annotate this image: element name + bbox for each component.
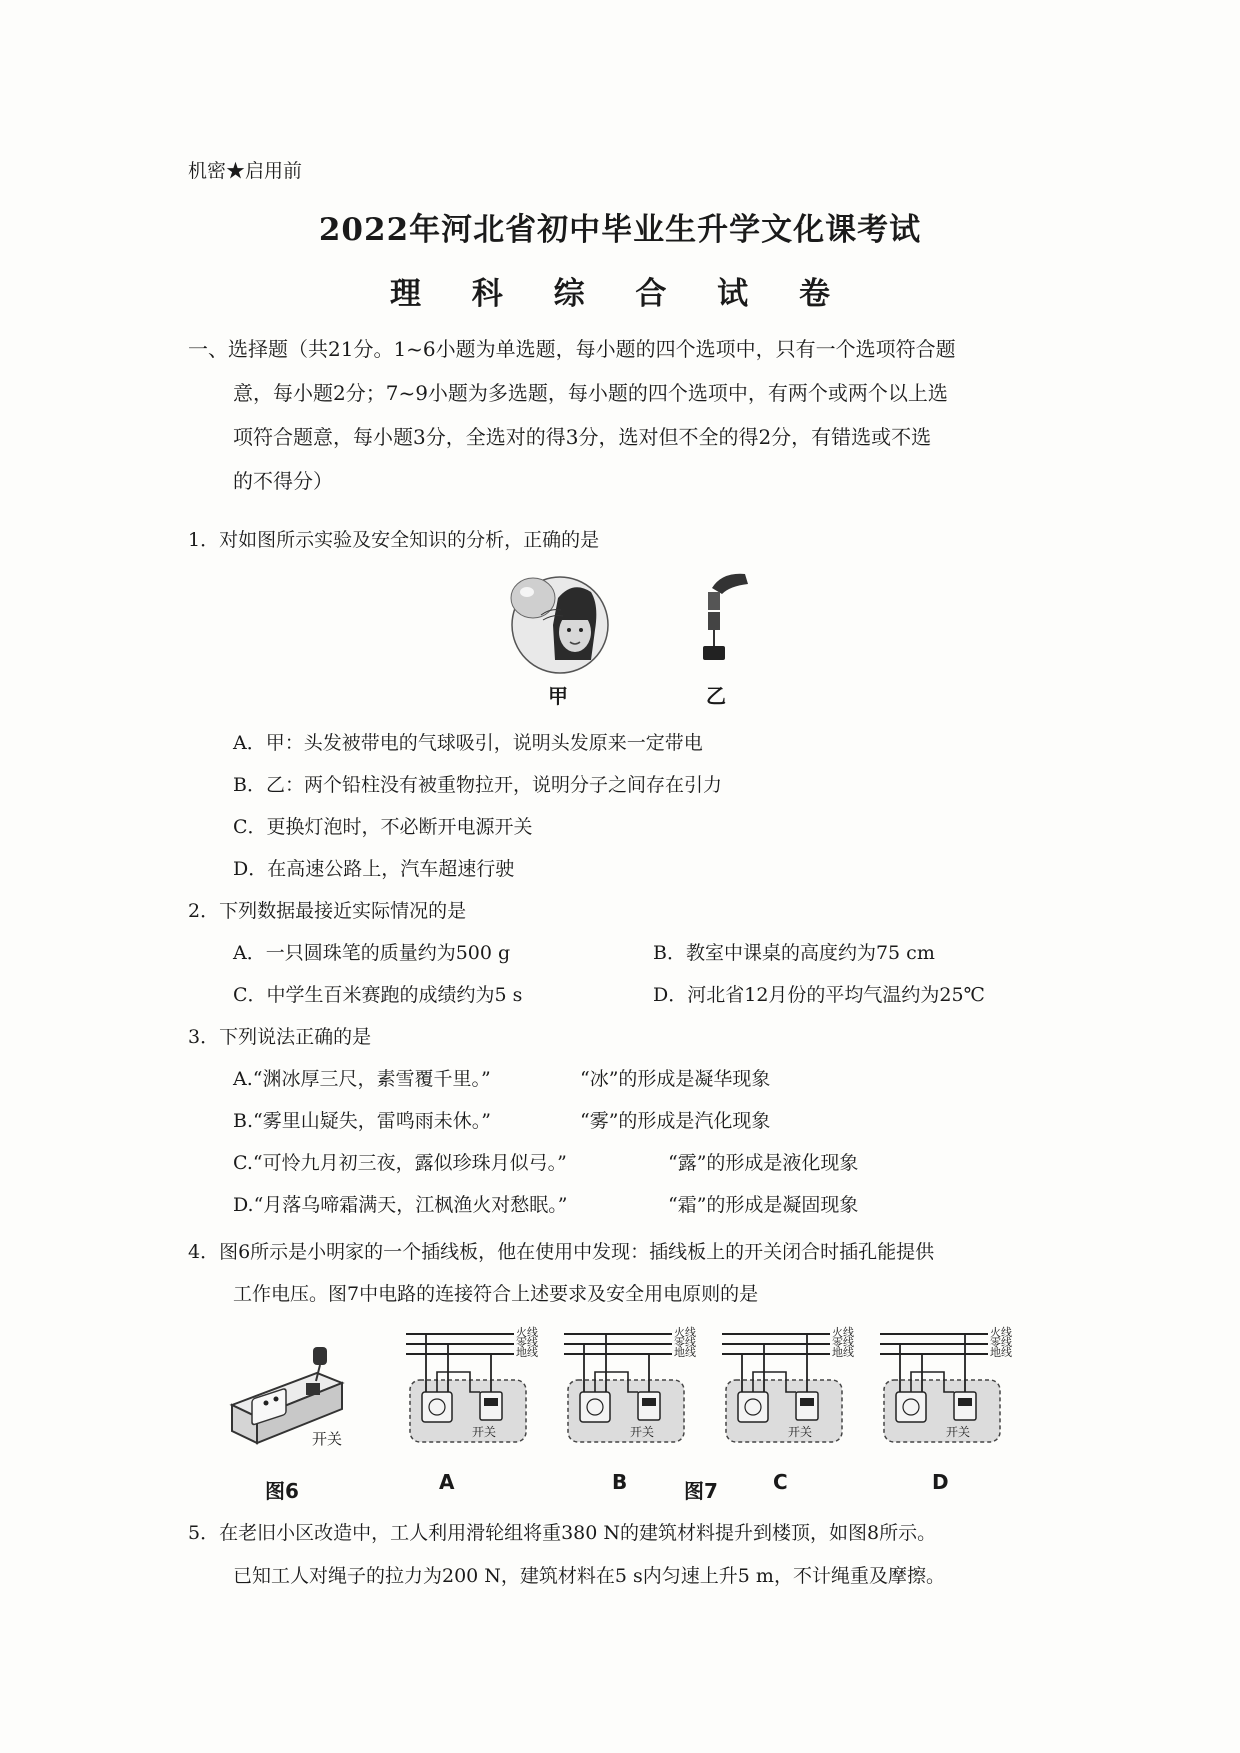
section-instructions-line: 的不得分）: [233, 469, 333, 493]
wire-label: 零线: [516, 1336, 538, 1349]
question-2-option-a: A．一只圆珠笔的质量约为500 g: [233, 942, 511, 964]
question-3-option-c-explain: “露”的形成是液化现象: [668, 1152, 859, 1174]
figure-7-caption: 图7: [684, 1479, 718, 1503]
question-2-option-b: B．教室中课桌的高度约为75 cm: [653, 942, 935, 964]
wire-label: 火线: [674, 1326, 696, 1339]
question-1-option-c: C．更换灯泡时，不必断开电源开关: [233, 816, 533, 838]
question-1-option-a: A．甲：头发被带电的气球吸引，说明头发原来一定带电: [233, 732, 703, 754]
question-1-option-d: D．在高速公路上，汽车超速行驶: [233, 858, 515, 880]
section-instructions-line: 一、选择题（共21分。1~6小题为单选题，每小题的四个选项中，只有一个选项符合题: [188, 337, 956, 361]
question-3-option-c-poem: C.“可怜九月初三夜，露似珍珠月似弓。”: [233, 1152, 567, 1174]
figure-7-option-b: B: [612, 1470, 628, 1494]
question-3-option-d-explain: “霜”的形成是凝固现象: [668, 1194, 859, 1216]
exam-title: 2022年河北省初中毕业生升学文化课考试: [318, 212, 922, 248]
wire-label: 零线: [832, 1336, 854, 1349]
wire-label: 火线: [990, 1326, 1012, 1339]
wire-label: 地线: [674, 1346, 696, 1359]
figure-label-jia: 甲: [548, 684, 568, 708]
section-instructions-line: 项符合题意，每小题3分，全选对的得3分，选对但不全的得2分，有错选或不选: [233, 425, 932, 449]
wire-label: 地线: [516, 1346, 538, 1359]
circuit-panel-b: [564, 1325, 696, 1442]
confidential-mark: 机密★启用前: [188, 160, 303, 182]
circuit-panel-d: [880, 1325, 1012, 1442]
question-3-option-d-poem: D.“月落乌啼霜满天，江枫渔火对愁眠。”: [233, 1194, 568, 1216]
figure-7-option-a: A: [439, 1470, 455, 1494]
wire-label: 火线: [832, 1326, 854, 1339]
question-5-line: 已知工人对绳子的拉力为200 N，建筑材料在5 s内匀速上升5 m，不计绳重及摩擦。: [233, 1565, 945, 1587]
figure-7-svg: [402, 1320, 1042, 1465]
wire-label: 地线: [990, 1346, 1012, 1359]
power-strip-figure: [222, 1335, 367, 1465]
question-2-option-d: D．河北省12月份的平均气温约为25℃: [653, 984, 985, 1006]
wire-label: 火线: [516, 1326, 538, 1339]
question-3-option-b-explain: “雾”的形成是汽化现象: [580, 1110, 771, 1132]
question-3-option-a-explain: “冰”的形成是凝华现象: [580, 1068, 771, 1090]
wire-label: 地线: [832, 1346, 854, 1359]
question-4-line: 4．图6所示是小明家的一个插线板，他在使用中发现：插线板上的开关闭合时插孔能提供: [188, 1241, 935, 1263]
question-5-line: 5．在老旧小区改造中，工人利用滑轮组将重380 N的建筑材料提升到楼顶，如图8所示。: [188, 1522, 937, 1544]
figure-7-option-d: D: [932, 1470, 949, 1494]
exam-subtitle: 理 科 综 合 试 卷: [390, 276, 850, 312]
switch-label: 开关: [788, 1425, 813, 1439]
question-3-option-a-poem: A.“渊冰厚三尺，素雪覆千里。”: [233, 1068, 491, 1090]
wire-label: 零线: [990, 1336, 1012, 1349]
question-4-line: 工作电压。图7中电路的连接符合上述要求及安全用电原则的是: [233, 1283, 759, 1305]
figure-6-switch-label: 开关: [312, 1430, 343, 1448]
switch-label: 开关: [630, 1425, 655, 1439]
question-3-option-b-poem: B.“雾里山疑失，雷鸣雨未休。”: [233, 1110, 491, 1132]
question-2-stem: 2．下列数据最接近实际情况的是: [188, 900, 467, 922]
figure-7-option-c: C: [773, 1470, 788, 1494]
switch-label: 开关: [472, 1425, 497, 1439]
section-instructions-line: 意，每小题2分；7~9小题为多选题，每小题的四个选项中，有两个或两个以上选: [233, 381, 948, 405]
question-2-option-c: C．中学生百米赛跑的成绩约为5 s: [233, 984, 523, 1006]
circuit-panel-a: [406, 1325, 538, 1442]
question-1-option-b: B．乙：两个铅柱没有被重物拉开，说明分子之间存在引力: [233, 774, 722, 796]
question-1-stem: 1．对如图所示实验及安全知识的分析，正确的是: [188, 529, 600, 551]
wire-label: 零线: [674, 1336, 696, 1349]
circuit-panel-c: [722, 1325, 854, 1442]
figure-label-yi: 乙: [706, 684, 726, 708]
switch-label: 开关: [946, 1425, 971, 1439]
figure-6-caption: 图6: [265, 1479, 299, 1503]
lead-cylinders-figure: [690, 570, 750, 675]
balloon-hair-figure: [503, 570, 618, 675]
figure-7-circuits: [402, 1320, 1042, 1465]
question-3-stem: 3．下列说法正确的是: [188, 1026, 372, 1048]
